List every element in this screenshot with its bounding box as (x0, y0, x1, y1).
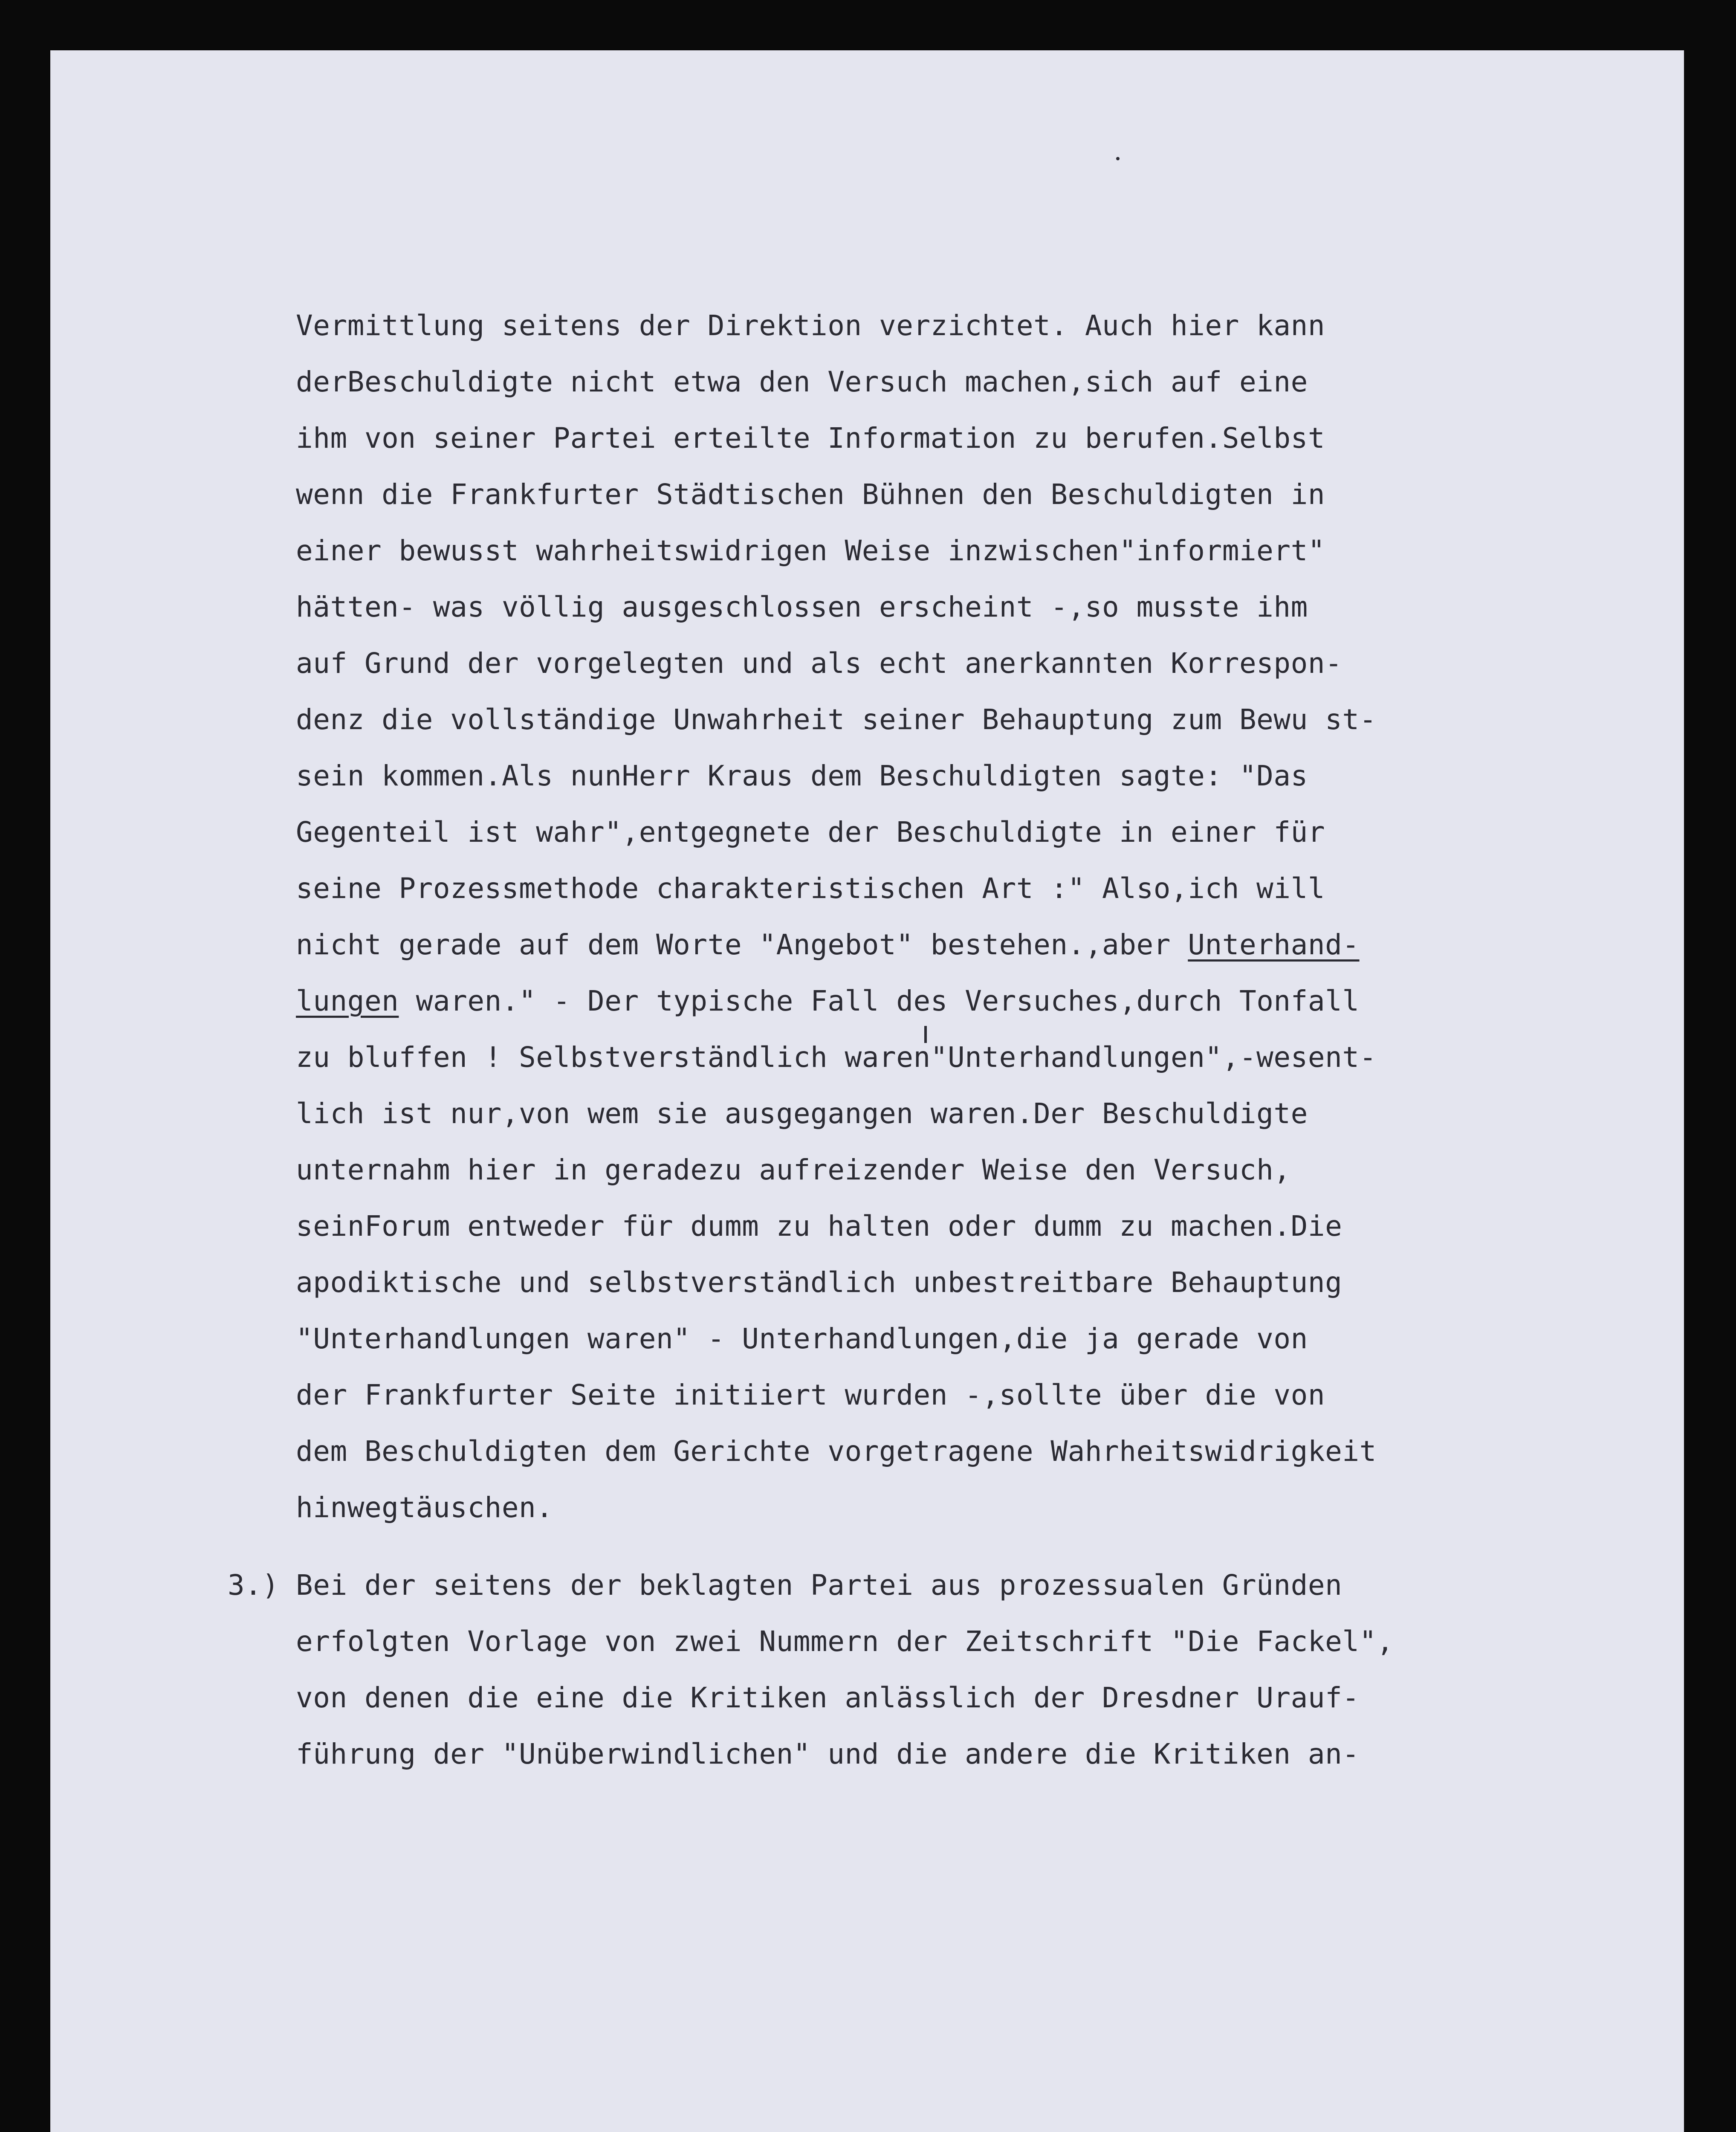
text-line: derBeschuldigte nicht etwa den Versuch machen,sich auf eine (296, 365, 1308, 398)
text-line: apodiktische und selbstverständlich unbestreitbare Behauptung (296, 1266, 1343, 1299)
document-page (50, 50, 1684, 2132)
text-line: zu bluffen ! Selbstverständlich waren"Unterhandlungen",-wesent- (296, 1041, 1377, 1074)
text-line: Gegenteil ist wahr",entgegnete der Beschuldigte in einer für (296, 816, 1325, 849)
text-line: von denen die eine die Kritiken anlässlich der Dresdner Urauf- (296, 1681, 1360, 1714)
text-line: Vermittlung seitens der Direktion verzichtet. Auch hier kann (296, 309, 1325, 342)
text-line: lich ist nur,von wem sie ausgegangen waren.Der Beschuldigte (296, 1097, 1308, 1130)
paragraph-gap (296, 1536, 1490, 1557)
text-line: der Frankfurter Seite initiiert wurden -,sollte über die von (296, 1379, 1325, 1411)
text-line: führung der "Unüberwindlichen" und die andere die Kritiken an- (296, 1738, 1360, 1770)
text-line: denz die vollständige Unwahrheit seiner Behauptung zum Bewu st- (296, 703, 1377, 736)
stray-dot-mark (1116, 157, 1120, 160)
text-line: seine Prozessmethode charakteristischen Art :" Also,ich will (296, 872, 1325, 905)
text-line: hätten- was völlig ausgeschlossen erscheint -,so musste ihm (296, 591, 1308, 623)
text-line: "Unterhandlungen waren" - Unterhandlungen,die ja gerade von (296, 1322, 1308, 1355)
text-line-with-underline (296, 917, 1490, 973)
text-line: seinForum entweder für dumm zu halten oder dumm zu machen.Die (296, 1210, 1343, 1243)
text-line: hinwegtäuschen. (296, 1491, 553, 1524)
item-number: 3.) (228, 1569, 279, 1602)
text-line-with-underline (296, 973, 1490, 1029)
text-segment: nicht gerade auf dem Worte "Angebot" bestehen.,aber (296, 928, 1188, 961)
numbered-item-line (228, 1557, 1490, 1613)
text-line: dem Beschuldigten dem Gerichte vorgetragene Wahrheitswidrigkeit (296, 1435, 1377, 1468)
underlined-text: Unterhand- (1188, 928, 1360, 961)
underlined-text: lungen (296, 985, 399, 1017)
text-line: erfolgten Vorlage von zwei Nummern der Zeitschrift "Die Fackel", (296, 1625, 1394, 1658)
text-line: einer bewusst wahrheitswidrigen Weise inzwischen"informiert" (296, 534, 1325, 567)
typescript-body (228, 298, 1490, 1782)
text-line: auf Grund der vorgelegten und als echt anerkannten Korrespon- (296, 647, 1343, 680)
text-segment: Bei der seitens der beklagten Partei aus prozessualen Gründen (296, 1569, 1343, 1602)
text-line: unternahm hier in geradezu aufreizender Weise den Versuch, (296, 1153, 1291, 1186)
text-segment: waren." - Der typische Fall des Versuches,durch Tonfall (399, 985, 1360, 1017)
text-line: sein kommen.Als nunHerr Kraus dem Beschuldigten sagte: "Das (296, 759, 1308, 792)
text-line: wenn die Frankfurter Städtischen Bühnen den Beschuldigten in (296, 478, 1325, 511)
text-line: ihm von seiner Partei erteilte Information zu berufen.Selbst (296, 422, 1325, 455)
